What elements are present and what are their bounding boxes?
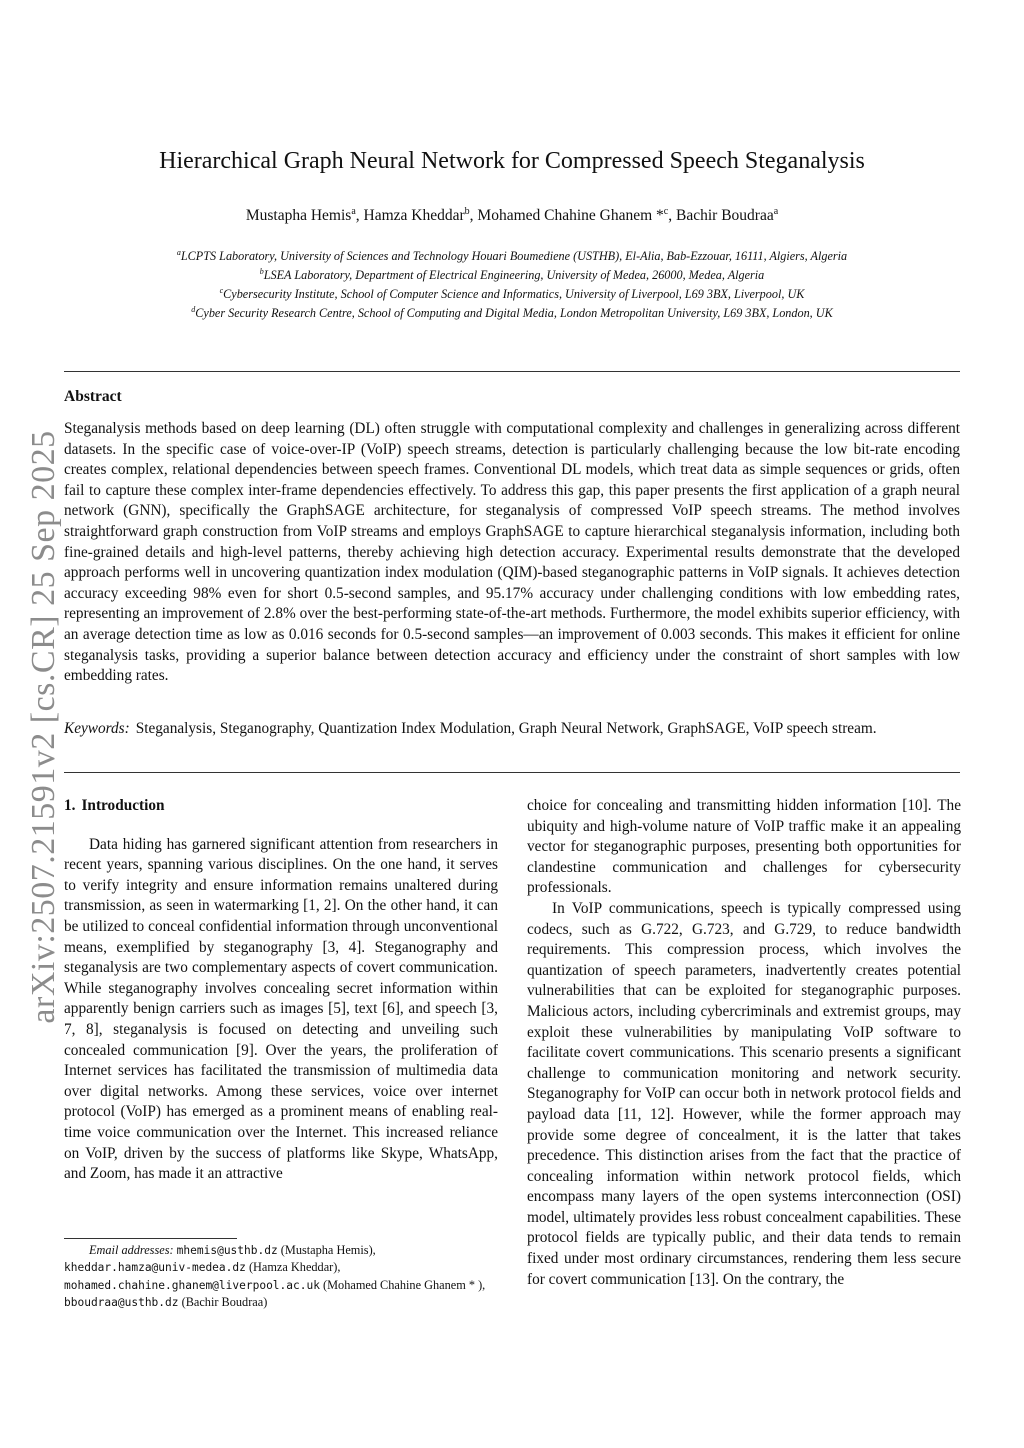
paper-title: Hierarchical Graph Neural Network for Compressed Speech Steganalysis xyxy=(159,148,865,174)
right-column xyxy=(527,796,961,1290)
author: Mustapha Hemis$^a$, xyxy=(245,206,364,225)
affiliation: $^d$Cyber Security Research Centre, School of Computing and Digital Media, London Metropolitan University, L69 3BX, London, UK xyxy=(191,305,833,321)
keywords-label: Keywords: xyxy=(64,720,130,737)
author: Hamza Kheddar$^b$, xyxy=(363,206,478,225)
paragraph: choice for concealing and transmitting hidden information [10]. The ubiquity and high-volume nature of VoIP traffic make it an appealing vector for steganographic purposes, presenting both opportunities for clandestine communication and challenges for cybersecurity professionals. xyxy=(527,797,961,897)
email-link[interactable]: bboudraa@usthb.dz xyxy=(64,1296,179,1310)
footnote-email-addresses: Email addresses: mhemis@usthb.dz (Mustapha Hemis), kheddar.hamza@univ-medea.dz (Hamza Kheddar), mohamed.chahine.ghanem@liverpool.ac.uk (Mohamed Chahine Ghanem * ), bboudraa@usthb.dz (Bachir Boudraa) xyxy=(64,1243,486,1310)
keywords xyxy=(64,719,960,740)
left-column xyxy=(64,796,498,1185)
abstract-top-divider xyxy=(64,371,960,372)
paragraph: In VoIP communications, speech is typically compressed using codecs, such as G.722, G.723, and G.729, to reduce bandwidth requirements. This compression process, which involves the quantization of speech parameters, inadvertently creates potential vulnerabilities that can be exploited for steganographic purposes. Malicious actors, including cybercriminals and extremist groups, may exploit these vulnerabilities by manipulating VoIP software to facilitate covert communications. This scenario presents a significant challenge to communication monitoring and network security. Steganography for VoIP can occur both in network protocol fields and payload data [11, 12]. However, while the former approach may provide some degree of concealment, it is the latter that takes precedence. This distinction arises from the fact that the practice of concealing information within network protocol fields, which encompass many layers of the open systems interconnection (OSI) model, ultimately provides less robust concealment capabilities. These protocol fields are typically public, and their data tends to remain fixed under most ordinary circumstances, rendering them less secure for covert communication [13]. On the contrary, the xyxy=(527,899,961,1288)
section-heading-introduction: 1. Introduction xyxy=(64,797,165,814)
arxiv-identifier-stamp[interactable]: arXiv:2507.21591v2 [cs.CR] 25 Sep 2025 xyxy=(25,430,62,1024)
email-link[interactable]: mhemis@usthb.dz xyxy=(176,1244,278,1257)
affiliation: $^b$LSEA Laboratory, Department of Electrical Engineering, University of Medea, 26000, Medea, Algeria xyxy=(259,267,765,283)
author: Mohamed Chahine Ghanem *$^c$, xyxy=(477,206,676,225)
abstract-text: Steganalysis methods based on deep learning (DL) often struggle with computational complexity and challenges in generalizing across different datasets. In the specific case of voice-over-IP (VoIP) speech streams, detection is particularly challenging because the low bit-rate encoding creates complex, relational dependencies between speech frames. Conventional DL models, which treat data as simple sequences or grids, often fail to capture these complex inter-frame dependencies effectively. To address this gap, this paper presents the first application of a graph neural network (GNN), specifically the GraphSAGE architecture, for steganalysis of compressed VoIP speech streams. The method involves straightforward graph construction from VoIP streams and employs GraphSAGE to capture hierarchical steganalysis information, including both fine-grained details and high-level patterns, thereby achieving high detection accuracy. Experimental results demonstrate that the developed approach performs well in uncovering quantization index modulation (QIM)-based steganographic patterns in VoIP signals. It achieves detection accuracy exceeding 98% even for short 0.5-second samples, and 95.17% accuracy under challenging conditions with low embedding rates, representing an improvement of 2.8% over the best-performing state-of-the-art methods. Furthermore, the model exhibits superior efficiency, with an average detection time as low as 0.016 seconds for 0.5-second samples—an improvement of 0.003 seconds. This makes it efficient for online steganalysis tasks, providing a superior balance between detection accuracy and efficiency under the constraint of short samples with low embedding rates. xyxy=(64,420,960,685)
affiliation: $^a$LCPTS Laboratory, University of Sciences and Technology Houari Boumediene (USTHB), El-Alia, Bab-Ezzouar, 16111, Algiers, Algeria xyxy=(176,248,848,264)
abstract-bottom-divider xyxy=(64,772,960,773)
keywords-text: Steganalysis, Steganography, Quantization Index Modulation, Graph Neural Network, GraphSAGE, VoIP speech stream. xyxy=(135,720,877,737)
abstract-heading: Abstract xyxy=(64,388,122,405)
paragraph: Data hiding has garnered significant attention from researchers in recent years, spanning various disciplines. On the one hand, it serves to verify integrity and ensure information remains unaltered during transmission, as seen in watermarking [1, 2]. On the other hand, it can be utilized to conceal confidential information through unconventional means, exemplified by steganography [3, 4]. Steganography and steganalysis are two complementary aspects of covert communication. While steganography involves concealing secret information within apparently benign carriers such as images [5], text [6], and speech [3, 7, 8], steganalysis is focused on detecting and unveiling such concealed communication [9]. Over the years, the proliferation of Internet services has facilitated the transmission of multimedia data over digital networks. Among these services, voice over internet protocol (VoIP) has emerged as a prominent means of enabling real-time voice communication over the Internet. This increased reliance on VoIP, driven by the success of platforms like Skype, WhatsApp, and Zoom, has made it an attractive xyxy=(64,835,498,1183)
affiliation: $^c$Cybersecurity Institute, School of Computer Science and Informatics, University of Liverpool, L69 3BX, Liverpool, UK xyxy=(219,286,805,302)
affiliation-list xyxy=(60,245,964,321)
footnote-divider xyxy=(64,1238,237,1239)
email-link[interactable]: kheddar.hamza@univ-medea.dz xyxy=(64,1261,246,1275)
email-link[interactable]: mohamed.chahine.ghanem@liverpool.ac.uk xyxy=(64,1278,320,1292)
author: Bachir Boudraa$^a$ xyxy=(676,206,779,225)
author-list xyxy=(0,206,1024,225)
